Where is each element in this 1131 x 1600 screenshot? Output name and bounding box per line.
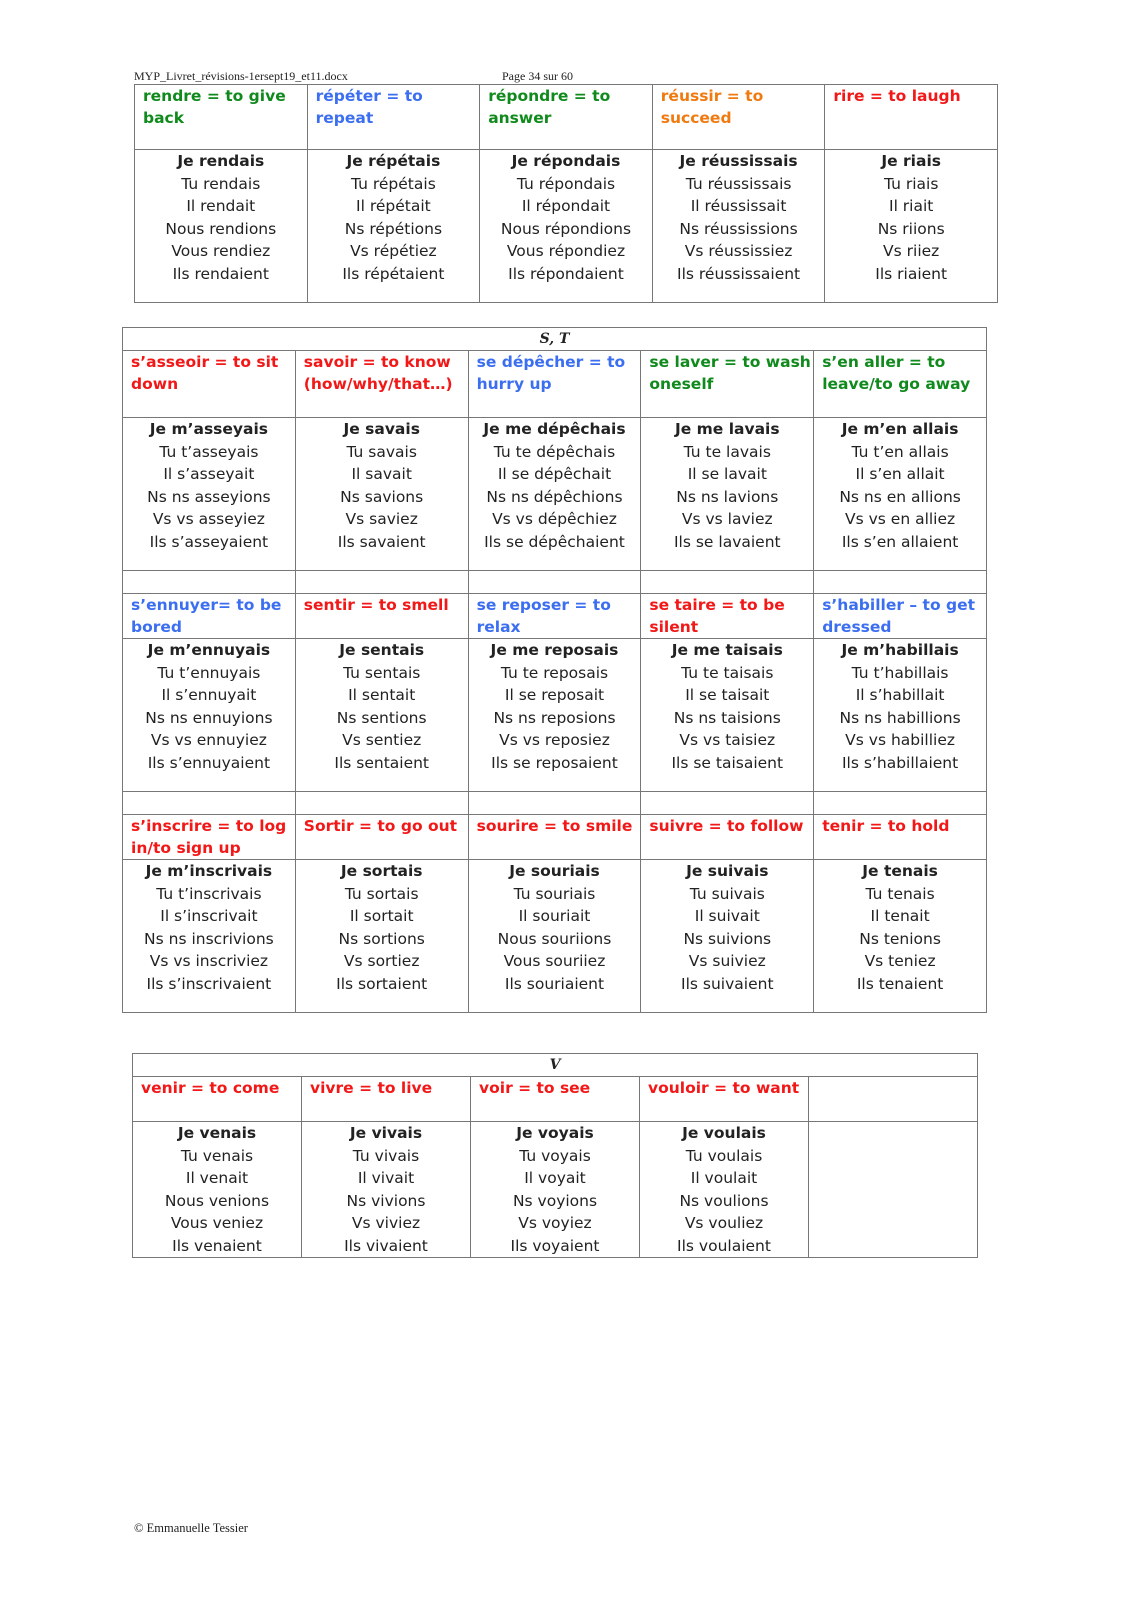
conjugation-cell <box>641 639 814 792</box>
conjugation-line: Ils souriaient <box>504 974 605 993</box>
conjugation-line: Tu riais <box>883 174 939 193</box>
conjugation-line: Ils venaient <box>172 1236 262 1255</box>
conjugation-line: Ns ns lavions <box>676 487 779 506</box>
conjugation-line: Nous répondions <box>500 219 632 238</box>
conjugation-line: Ns sortions <box>338 929 425 948</box>
verb-header: tenir = to hold <box>814 815 987 860</box>
conjugation-cell <box>814 418 987 571</box>
conjugation-line: Vs réussissiez <box>684 242 793 260</box>
conjugation-line: Il venait <box>185 1169 249 1187</box>
conjugation-line: Ns ns habillions <box>839 708 961 727</box>
verb-header <box>809 1077 978 1122</box>
conjugation-line: Ns tenions <box>859 929 941 948</box>
section-title: V <box>133 1054 978 1077</box>
conjugation-line: Il s’inscrivait <box>160 907 258 925</box>
conjugation-cell <box>652 150 825 303</box>
conjugation-line: Vs vs laviez <box>681 510 773 528</box>
conjugation-line: Il répondait <box>521 197 611 215</box>
conjugation-cell <box>302 1122 471 1258</box>
verb-header: se dépêcher = to hurry up <box>468 351 641 418</box>
conjugation-line: Vs teniez <box>864 952 936 970</box>
conjugation-line: Tu sortais <box>344 884 419 903</box>
conjugation-je: Je rendais <box>177 152 265 170</box>
conjugation-je: Je voyais <box>516 1124 594 1142</box>
conjugation-line: Ils s’en allaient <box>841 532 959 551</box>
verb-header: rendre = to give back <box>135 85 308 150</box>
conjugation-cell <box>295 418 468 571</box>
conjugation-line: Ns suivions <box>683 929 772 948</box>
copyright-footer: © Emmanuelle Tessier <box>134 1521 248 1535</box>
spacer-cell <box>641 571 814 594</box>
conjugation-line: Ns ns dépêchions <box>486 487 623 506</box>
spacer-cell <box>295 571 468 594</box>
conjugation-cell <box>468 860 641 1013</box>
conjugation-line: Ils suivaient <box>681 974 774 993</box>
verb-header: venir = to come <box>133 1077 302 1122</box>
conjugation-line: Il sortait <box>349 907 414 925</box>
conjugation-je: Je savais <box>343 420 420 438</box>
spacer-cell <box>468 571 641 594</box>
verb-header: s’habiller – to get dressed <box>814 594 987 639</box>
verb-header: s’en aller = to leave/to go away <box>814 351 987 418</box>
verb-header: rire = to laugh <box>825 85 998 150</box>
conjugation-line: Il voulait <box>690 1169 758 1187</box>
conjugation-line: Il s’asseyait <box>163 465 255 483</box>
conjugation-line: Il riait <box>889 197 934 215</box>
conjugation-cell <box>307 150 480 303</box>
conjugation-line: Nous venions <box>164 1191 270 1210</box>
conjugation-je: Je riais <box>881 152 941 170</box>
conjugation-line: Vous répondiez <box>506 242 626 260</box>
conjugation-line: Vs répétiez <box>350 242 437 260</box>
conjugation-line: Il sentait <box>348 686 416 704</box>
conjugation-line: Vous souriiez <box>503 952 606 970</box>
conjugation-line: Tu voulais <box>685 1146 763 1165</box>
conjugation-line: Ils s’asseyaient <box>149 532 269 551</box>
conjugation-line: Ns voulions <box>679 1191 769 1210</box>
conjugation-line: Tu tenais <box>865 884 935 903</box>
conjugation-line: Tu te dépêchais <box>493 442 616 461</box>
conjugation-line: Tu t’inscrivais <box>156 884 262 903</box>
conjugation-line: Vs vs asseyiez <box>152 510 265 528</box>
verb-header: savoir = to know (how/why/that…) <box>295 351 468 418</box>
conjugation-line: Il vivait <box>357 1169 415 1187</box>
conjugation-je: Je m’inscrivais <box>145 862 273 880</box>
conjugation-line: Tu souriais <box>513 884 596 903</box>
verb-header: sourire = to smile <box>468 815 641 860</box>
conjugation-line: Nous souriions <box>497 929 612 948</box>
verb-header: se reposer = to relax <box>468 594 641 639</box>
conjugation-line: Ns répétions <box>344 219 443 238</box>
verb-header: voir = to see <box>471 1077 640 1122</box>
conjugation-je: Je répétais <box>346 152 441 170</box>
conjugation-line: Vous rendiez <box>171 242 271 260</box>
conjugation-je: Je me lavais <box>674 420 780 438</box>
conjugation-cell <box>825 150 998 303</box>
conjugation-line: Vs vs reposiez <box>499 731 610 749</box>
conjugation-je: Je répondais <box>511 152 621 170</box>
conjugation-cell <box>641 860 814 1013</box>
conjugation-line: Tu répétais <box>351 174 436 193</box>
conjugation-cell <box>480 150 653 303</box>
conjugation-cell <box>471 1122 640 1258</box>
conjugation-line: Il s’ennuyait <box>161 686 257 704</box>
conjugation-cell <box>814 639 987 792</box>
conjugation-line: Vs saviez <box>345 510 418 528</box>
conjugation-cell <box>809 1122 978 1258</box>
conjugation-je: Je m’en allais <box>841 420 959 438</box>
spacer-cell <box>814 571 987 594</box>
conjugation-line: Tu te lavais <box>683 442 771 461</box>
conjugation-line: Ns ns asseyions <box>147 487 271 506</box>
conjugation-line: Ils s’inscrivaient <box>146 974 272 993</box>
conjugation-line: Il répétait <box>356 197 431 215</box>
conjugation-line: Ils tenaient <box>856 974 944 993</box>
conjugation-line: Vs suiviez <box>688 952 766 970</box>
conjugation-line: Ils s’habillaient <box>841 753 959 772</box>
conjugation-je: Je sortais <box>340 862 423 880</box>
conjugation-line: Tu vivais <box>352 1146 420 1165</box>
conjugation-line: Tu t’habillais <box>851 663 949 682</box>
conjugation-line: Vs vs ennuyiez <box>150 731 267 749</box>
verb-header: réussir = to succeed <box>652 85 825 150</box>
conjugation-je: Je tenais <box>862 862 938 880</box>
document-filename: MYP_Livret_révisions-1ersept19_et11.docx <box>134 69 348 83</box>
conjugation-cell <box>641 418 814 571</box>
conjugation-line: Nous rendions <box>165 219 277 238</box>
conjugation-line: Ns ns taisions <box>673 708 781 727</box>
conjugation-cell <box>133 1122 302 1258</box>
conjugation-line: Vs vs en alliez <box>845 510 956 528</box>
conjugation-cell <box>468 639 641 792</box>
conjugation-line: Tu venais <box>180 1146 254 1165</box>
conjugation-je: Je me reposais <box>490 641 619 659</box>
conjugation-line: Ns riions <box>877 219 945 238</box>
conjugation-cell <box>640 1122 809 1258</box>
conjugation-line: Ils voyaient <box>510 1236 600 1255</box>
verb-header: répéter = to repeat <box>307 85 480 150</box>
conjugation-line: Tu t’en allais <box>851 442 949 461</box>
conjugation-line: Ns ns reposions <box>493 708 616 727</box>
spacer-cell <box>295 792 468 815</box>
spacer-cell <box>123 792 296 815</box>
conjugation-line: Ils sortaient <box>336 974 428 993</box>
conjugation-line: Tu te reposais <box>500 663 609 682</box>
conjugation-line: Vs vs habilliez <box>845 731 956 749</box>
conjugation-line: Vs sortiez <box>343 952 420 970</box>
conjugation-line: Vs sentiez <box>342 731 422 749</box>
conjugation-cell <box>295 860 468 1013</box>
conjugation-line: Ns savions <box>340 487 424 506</box>
conjugation-line: Il s’habillait <box>855 686 945 704</box>
conjugation-line: Vs vs inscriviez <box>149 952 269 970</box>
conjugation-line: Ils réussissaient <box>677 264 801 283</box>
conjugation-line: Ns réussissions <box>679 219 798 238</box>
verb-table-r <box>134 84 998 303</box>
conjugation-line: Ils s’ennuyaient <box>147 753 271 772</box>
conjugation-line: Vous veniez <box>170 1214 264 1232</box>
conjugation-line: Ils riaient <box>875 264 948 283</box>
verb-header: se taire = to be silent <box>641 594 814 639</box>
conjugation-je: Je réussissais <box>679 152 798 170</box>
section-title: S, T <box>123 328 987 351</box>
conjugation-cell <box>135 150 308 303</box>
verb-table-s-t <box>122 327 987 1013</box>
conjugation-line: Ils savaient <box>337 532 426 551</box>
conjugation-line: Tu répondais <box>516 174 616 193</box>
verb-header: Sortir = to go out <box>295 815 468 860</box>
spacer-cell <box>468 792 641 815</box>
conjugation-line: Tu t’asseyais <box>159 442 259 461</box>
verb-table-v <box>132 1053 978 1258</box>
conjugation-line: Ns ns en allions <box>839 487 961 506</box>
conjugation-line: Ils rendaient <box>172 264 269 283</box>
conjugation-line: Il voyait <box>524 1169 586 1187</box>
conjugation-cell <box>123 860 296 1013</box>
conjugation-je: Je me dépêchais <box>483 420 626 438</box>
conjugation-line: Ils se reposaient <box>491 753 618 772</box>
conjugation-line: Vs viviez <box>351 1214 421 1232</box>
conjugation-line: Ils voulaient <box>677 1236 771 1255</box>
conjugation-line: Il réussissait <box>690 197 787 215</box>
verb-header: s’inscrire = to log in/to sign up <box>123 815 296 860</box>
conjugation-cell <box>123 639 296 792</box>
conjugation-je: Je m’asseyais <box>149 420 269 438</box>
conjugation-line: Tu voyais <box>519 1146 591 1165</box>
conjugation-line: Vs vouliez <box>684 1214 764 1232</box>
conjugation-cell <box>295 639 468 792</box>
conjugation-line: Il tenait <box>870 907 930 925</box>
conjugation-line: Ns voyions <box>512 1191 598 1210</box>
conjugation-line: Vs voyiez <box>518 1214 592 1232</box>
page-number: Page 34 sur 60 <box>502 69 573 83</box>
conjugation-line: Vs riiez <box>883 242 940 260</box>
conjugation-cell <box>468 418 641 571</box>
verb-header: sentir = to smell <box>295 594 468 639</box>
conjugation-cell <box>814 860 987 1013</box>
conjugation-line: Ils se dépêchaient <box>484 532 625 551</box>
conjugation-line: Il se reposait <box>504 686 605 704</box>
conjugation-line: Vs vs taisiez <box>679 731 776 749</box>
conjugation-je: Je venais <box>177 1124 257 1142</box>
conjugation-line: Ils répétaient <box>342 264 445 283</box>
conjugation-je: Je voulais <box>682 1124 766 1142</box>
conjugation-cell <box>123 418 296 571</box>
conjugation-je: Je me taisais <box>671 641 783 659</box>
verb-header: suivre = to follow <box>641 815 814 860</box>
conjugation-line: Il souriait <box>518 907 591 925</box>
conjugation-line: Il s’en allait <box>855 465 945 483</box>
conjugation-line: Il suivait <box>694 907 760 925</box>
verb-header: vouloir = to want <box>640 1077 809 1122</box>
verb-header: répondre = to answer <box>480 85 653 150</box>
conjugation-line: Ns sentions <box>336 708 427 727</box>
spacer-cell <box>641 792 814 815</box>
conjugation-je: Je vivais <box>349 1124 423 1142</box>
conjugation-line: Il se dépêchait <box>497 465 612 483</box>
conjugation-line: Tu t’ennuyais <box>157 663 261 682</box>
conjugation-line: Ns vivions <box>346 1191 426 1210</box>
spacer-cell <box>123 571 296 594</box>
conjugation-je: Je m’ennuyais <box>147 641 271 659</box>
conjugation-je: Je m’habillais <box>841 641 959 659</box>
verb-header: s’ennuyer= to be bored <box>123 594 296 639</box>
spacer-cell <box>814 792 987 815</box>
conjugation-line: Ils répondaient <box>508 264 624 283</box>
verb-header: vivre = to live <box>302 1077 471 1122</box>
conjugation-line: Tu sentais <box>343 663 421 682</box>
conjugation-line: Ns ns inscrivions <box>144 929 274 948</box>
conjugation-line: Ils se taisaient <box>671 753 784 772</box>
conjugation-line: Il se lavait <box>687 465 767 483</box>
verb-header: se laver = to wash oneself <box>641 351 814 418</box>
conjugation-line: Il se taisait <box>685 686 770 704</box>
conjugation-je: Je souriais <box>509 862 600 880</box>
conjugation-line: Ils se lavaient <box>673 532 781 551</box>
conjugation-line: Ils vivaient <box>344 1236 428 1255</box>
conjugation-line: Vs vs dépêchiez <box>492 510 617 528</box>
conjugation-line: Ns ns ennuyions <box>145 708 273 727</box>
conjugation-line: Tu te taisais <box>681 663 774 682</box>
conjugation-line: Tu réussissais <box>685 174 792 193</box>
conjugation-line: Tu suivais <box>689 884 765 903</box>
conjugation-je: Je suivais <box>686 862 769 880</box>
conjugation-line: Ils sentaient <box>334 753 430 772</box>
conjugation-je: Je sentais <box>339 641 425 659</box>
conjugation-line: Tu savais <box>346 442 417 461</box>
conjugation-line: Il savait <box>351 465 412 483</box>
conjugation-line: Il rendait <box>186 197 256 215</box>
verb-header: s’asseoir = to sit down <box>123 351 296 418</box>
conjugation-line: Tu rendais <box>181 174 261 193</box>
